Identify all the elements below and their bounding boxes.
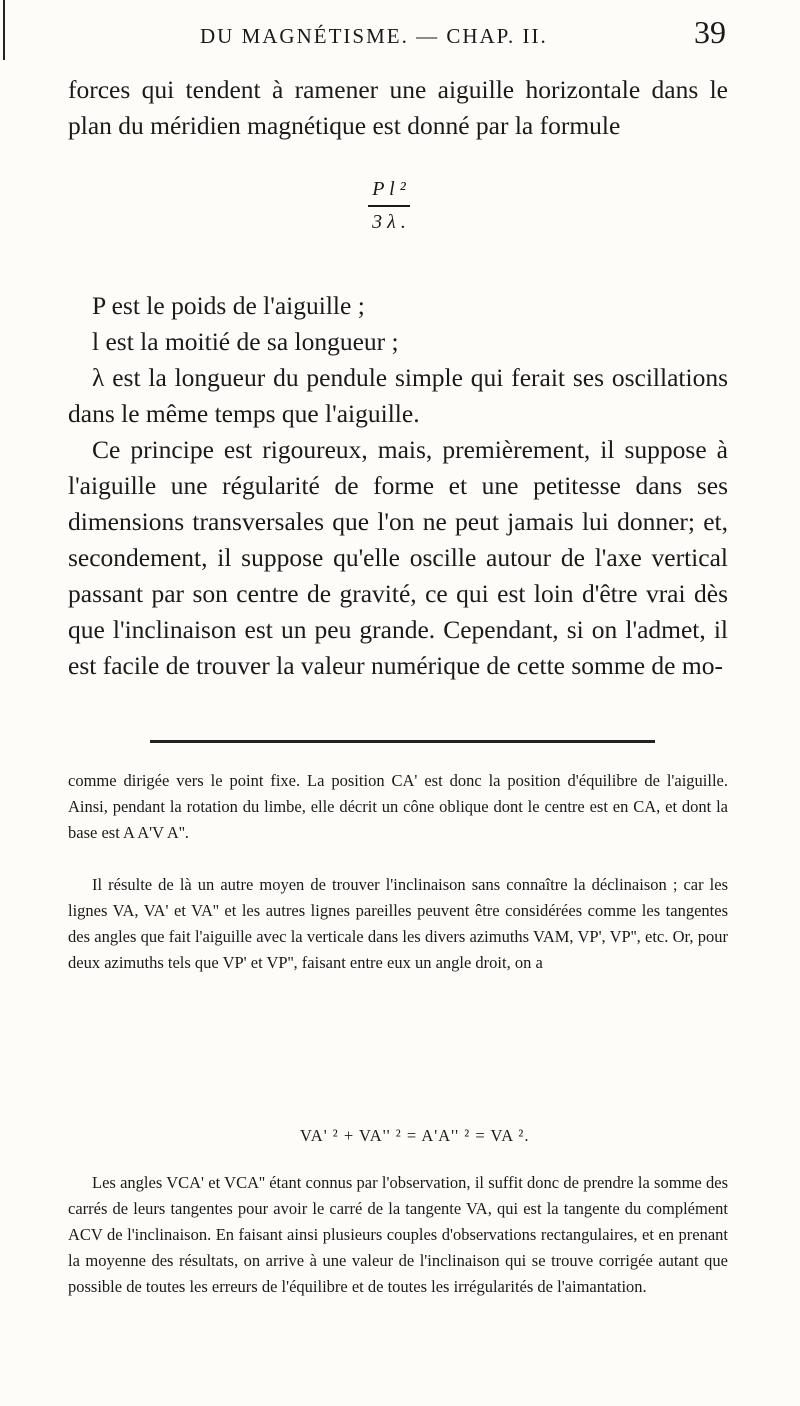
footnote-formula: VA' ² + VA'' ² = A'A'' ² = VA ². bbox=[300, 1126, 530, 1145]
footnote-paragraph-1: comme dirigée vers le point fixe. La position CA' est donc la position d'équilibre de l'aiguille. Ainsi, pendant la rotation du limbe, elle décrit un cône oblique dont le centre est en CA, et dont la base est A A'V A''. bbox=[68, 771, 728, 842]
footnote-paragraph-3: Les angles VCA' et VCA'' étant connus par l'observation, il suffit donc de prendre la somme des carrés de leurs tangentes pour avoir le carré de la tangente VA, qui est la tangente du complément ACV de l'inclinaison. En faisant ainsi plusieurs couples d'observations rectangulaires, et en prenant la moyenne des résultats, on arrive à une valeur de l'inclinaison qui se trouve corrigée autant que possible de toutes les erreurs de l'équilibre et de toutes les irrégularités de l'aimantation. bbox=[68, 1173, 728, 1296]
footnote-rule bbox=[150, 740, 655, 743]
formula-denominator: 3 λ . bbox=[372, 211, 406, 233]
formula-numerator: P l ² bbox=[372, 178, 406, 200]
body-paragraph: Ce principe est rigoureux, mais, premièrement, il suppose à l'aiguille une régularité de forme et une petitesse dans ses dimensions transversales que l'on ne peut jamais lui donner; et, secondement, il suppose qu'elle oscille autour de l'axe vertical passant par son centre de gravité, ce qui est loin d'être vrai dès que l'inclinaison est un peu grande. Cependant, si on l'admet, il est facile de trouver la valeur numérique de cette somme de mo- bbox=[68, 435, 728, 680]
page-number: 39 bbox=[694, 14, 726, 50]
gutter-edge bbox=[3, 0, 5, 60]
definition-lambda: λ est la longueur du pendule simple qui ferait ses oscillations dans le même temps que l'aiguille. bbox=[68, 363, 728, 428]
definition-p: P est le poids de l'aiguille ; bbox=[92, 291, 365, 320]
definition-l: l est la moitié de sa longueur ; bbox=[92, 327, 399, 356]
formula-fraction bbox=[368, 178, 410, 234]
running-header: DU MAGNÉTISME. — CHAP. II. bbox=[200, 24, 548, 48]
footnote-paragraph-2: Il résulte de là un autre moyen de trouver l'inclinaison sans connaître la déclinaison ; car les lignes VA, VA' et VA'' et les autres lignes pareilles peuvent être considérées comme les tangentes des angles que fait l'aiguille avec la verticale dans les divers azimuths VAM, VP', VP'', etc. Or, pour deux azimuths tels que VP' et VP'', faisant entre eux un angle droit, on a bbox=[68, 875, 728, 972]
intro-text: forces qui tendent à ramener une aiguille horizontale dans le plan du méridien magnétique est donné par la formule bbox=[68, 75, 728, 140]
fraction-bar bbox=[368, 205, 410, 207]
